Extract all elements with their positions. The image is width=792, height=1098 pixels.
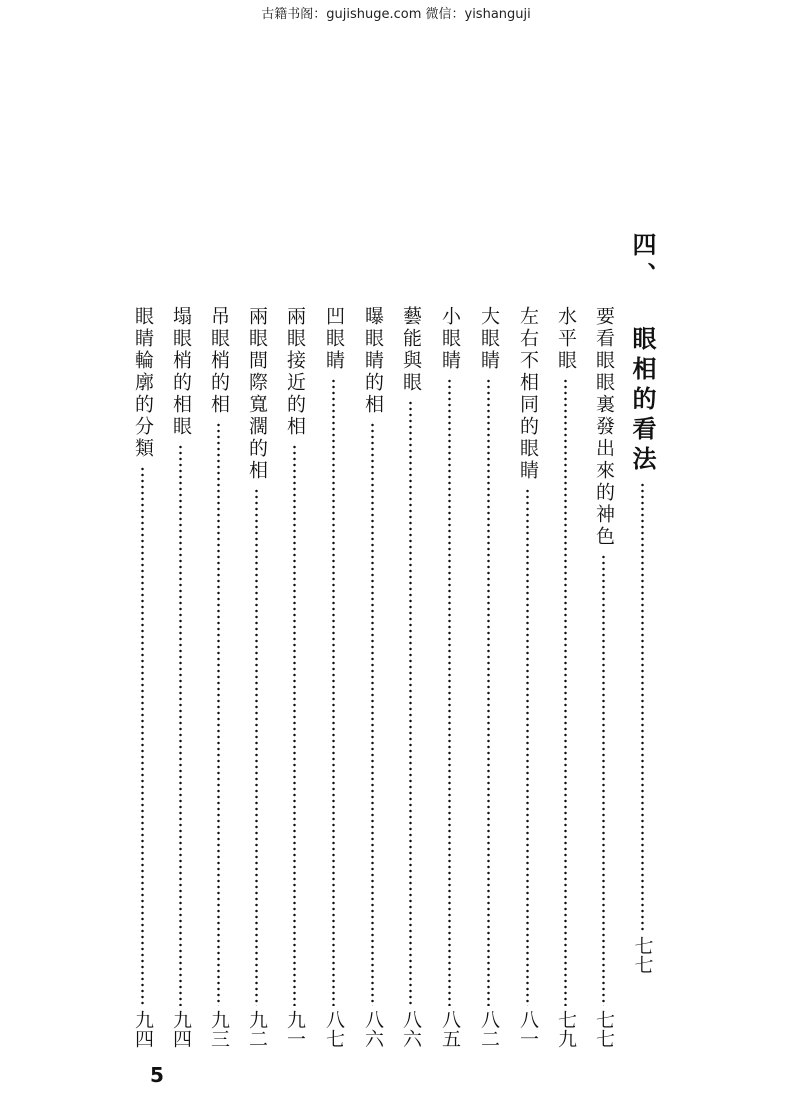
toc-entry[interactable] — [401, 306, 420, 1048]
dot-leader — [293, 444, 296, 1006]
entry-title: 塌眼梢的相眼 — [170, 306, 192, 438]
entry-title: 兩眼間際寬濶的相 — [246, 306, 268, 482]
entry-page: 九二 — [246, 1010, 268, 1048]
toc-entry[interactable] — [594, 306, 613, 1048]
dot-leader — [526, 488, 529, 1006]
entry-title: 左右不相同的眼睛 — [517, 306, 539, 482]
toc-entry[interactable] — [171, 306, 190, 1048]
entry-page: 九一 — [284, 1010, 306, 1048]
dot-leader — [371, 422, 374, 1006]
entry-page: 八七 — [323, 1010, 345, 1048]
entry-title: 凹眼睛 — [323, 306, 345, 372]
entry-page: 九四 — [170, 1010, 192, 1048]
entry-title: 水平眼 — [555, 306, 577, 372]
entry-title: 吊眼梢的相 — [208, 306, 230, 416]
entry-page: 八一 — [517, 1010, 539, 1048]
toc-entry[interactable] — [363, 306, 382, 1048]
dot-leader — [448, 378, 451, 1006]
chapter-page: 七七 — [631, 936, 654, 974]
entry-title: 兩眼接近的相 — [284, 306, 306, 438]
entry-page: 八二 — [478, 1010, 500, 1048]
toc-entry[interactable] — [518, 306, 537, 1048]
toc-entry[interactable] — [285, 306, 304, 1048]
toc-entry[interactable] — [324, 306, 343, 1048]
dot-leader — [141, 466, 144, 1006]
dot-leader — [641, 482, 644, 932]
page-number: 5 — [150, 1063, 164, 1087]
entry-title: 小眼睛 — [439, 306, 461, 372]
entry-title: 眼睛輪廓的分類 — [132, 306, 154, 460]
toc-entry[interactable] — [440, 306, 459, 1048]
entry-page: 七九 — [555, 1010, 577, 1048]
entry-title: 要看眼眼裏發出來的神色 — [593, 306, 615, 548]
chapter-title: 四、 眼相的看法 — [628, 232, 656, 476]
entry-page: 八六 — [362, 1010, 384, 1048]
dot-leader — [332, 378, 335, 1006]
toc-entry[interactable] — [556, 306, 575, 1048]
dot-leader — [602, 554, 605, 1006]
entry-page: 九四 — [132, 1010, 154, 1048]
toc-entry[interactable] — [209, 306, 228, 1048]
toc-entry[interactable] — [479, 306, 498, 1048]
toc-entry[interactable] — [247, 306, 266, 1048]
toc-chapter[interactable] — [630, 232, 654, 974]
entry-title: 藝能與眼 — [400, 306, 422, 394]
entry-title: 大眼睛 — [478, 306, 500, 372]
dot-leader — [409, 400, 412, 1006]
dot-leader — [217, 422, 220, 1006]
dot-leader — [487, 378, 490, 1006]
dot-leader — [564, 378, 567, 1006]
watermark: 古籍书阁：gujishuge.com 微信：yishanguji — [261, 7, 531, 22]
dot-leader — [255, 488, 258, 1006]
entry-page: 九三 — [208, 1010, 230, 1048]
entry-page: 八五 — [439, 1010, 461, 1048]
dot-leader — [179, 444, 182, 1006]
entry-page: 七七 — [593, 1010, 615, 1048]
entry-title: 曝眼睛的相 — [362, 306, 384, 416]
entry-page: 八六 — [400, 1010, 422, 1048]
toc-entry[interactable] — [133, 306, 152, 1048]
